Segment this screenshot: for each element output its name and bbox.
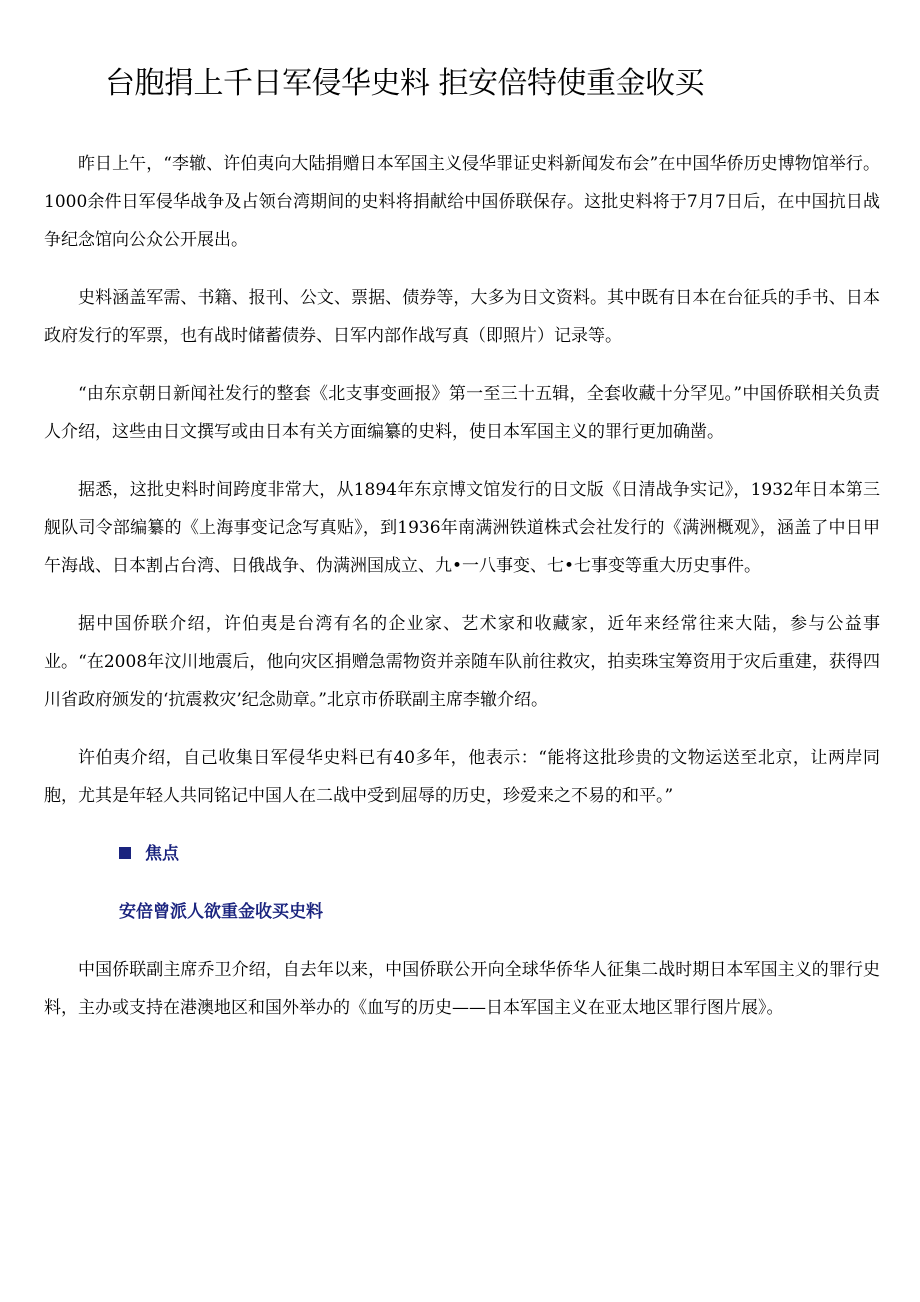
focus-section-label <box>44 835 880 873</box>
focus-label-text: 焦点 <box>145 844 179 864</box>
paragraph-1: 昨日上午，“李辙、许伯夷向大陆捐赠日本军国主义侵华罪证史料新闻发布会”在中国华侨历史博物馆举行。1000余件日军侵华战争及占领台湾期间的史料将捐献给中国侨联保存。这批史料将于7月7日后，在中国抗日战争纪念馆向公众公开展出。 <box>44 154 880 250</box>
subheading: 安倍曾派人欲重金收买史料 <box>119 902 323 922</box>
paragraph-7: 中国侨联副主席乔卫介绍，自去年以来，中国侨联公开向全球华侨华人征集二战时期日本军国主义的罪行史料，主办或支持在港澳地区和国外举办的《血写的历史——日本军国主义在亚太地区罪行图片展》。 <box>44 960 880 1018</box>
paragraph-5: 据中国侨联介绍，许伯夷是台湾有名的企业家、艺术家和收藏家，近年来经常往来大陆，参与公益事业。“在2008年汶川地震后，他向灾区捐赠急需物资并亲随车队前往救灾，拍卖珠宝筹资用于灾后重建，获得四川省政府颁发的‘抗震救灾’纪念勋章。”北京市侨联副主席李辙介绍。 <box>44 614 880 710</box>
paragraph-6: 许伯夷介绍，自己收集日军侵华史料已有40多年，他表示：“能将这批珍贵的文物运送至北京，让两岸同胞，尤其是年轻人共同铭记中国人在二战中受到屈辱的历史，珍爱来之不易的和平。” <box>44 748 880 806</box>
square-bullet-icon <box>119 847 131 859</box>
article-body <box>44 145 880 1047</box>
article-title: 台胞捐上千日军侵华史料 拒安倍特使重金收买 <box>105 66 705 101</box>
paragraph-2: 史料涵盖军需、书籍、报刊、公文、票据、债券等，大多为日文资料。其中既有日本在台征兵的手书、日本政府发行的军票，也有战时储蓄债券、日军内部作战写真（即照片）记录等。 <box>44 288 880 346</box>
paragraph-3: “由东京朝日新闻社发行的整套《北支事变画报》第一至三十五辑，全套收藏十分罕见。”中国侨联相关负责人介绍，这些由日文撰写或由日本有关方面编纂的史料，使日本军国主义的罪行更加确凿。 <box>44 384 880 442</box>
paragraph-4: 据悉，这批史料时间跨度非常大，从1894年东京博文馆发行的日文版《日清战争实记》，1932年日本第三舰队司令部编纂的《上海事变记念写真贴》，到1936年南满洲铁道株式会社发行的《满洲概观》，涵盖了中日甲午海战、日本割占台湾、日俄战争、伪满洲国成立、九•一八事变、七•七事变等重大历史事件。 <box>44 480 880 576</box>
